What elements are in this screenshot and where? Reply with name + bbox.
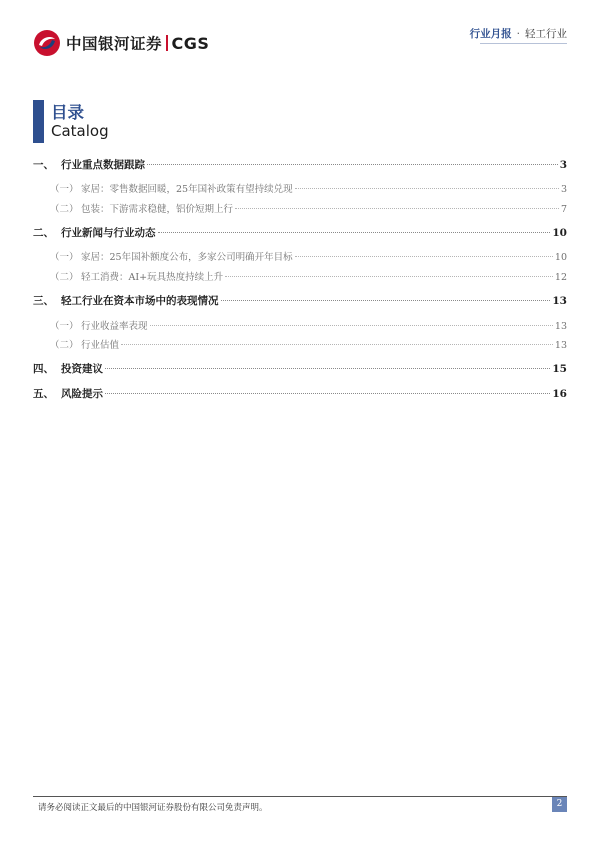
page-header	[0, 0, 595, 60]
report-type: 行业月报	[469, 28, 512, 40]
toc-number: （一）	[50, 184, 79, 195]
logo-text-en: CGS	[171, 33, 210, 53]
title-cn: 目录	[51, 103, 84, 122]
toc-page: 12	[554, 272, 567, 283]
toc-number: 二、	[33, 227, 54, 239]
toc-entry-1-1[interactable]	[33, 181, 567, 195]
toc-entry-2-1[interactable]	[33, 249, 567, 263]
dot-leader	[235, 208, 559, 209]
toc-number: （二）	[50, 204, 79, 215]
toc-page: 10	[552, 227, 567, 239]
dot-leader	[105, 393, 550, 394]
toc-number: 一、	[33, 159, 54, 171]
toc-text: 行业收益率表现	[81, 321, 148, 332]
header-underline	[480, 43, 567, 44]
toc-number: 四、	[33, 363, 54, 375]
toc-page: 15	[552, 363, 567, 375]
toc-page: 16	[552, 388, 567, 400]
toc-text: 家居：零售数据回暖，25年国补政策有望持续兑现	[81, 184, 293, 195]
company-logo	[33, 29, 209, 57]
page-number-badge: 2	[552, 797, 567, 812]
toc-page: 13	[554, 321, 567, 332]
toc-entry-3[interactable]	[33, 293, 567, 308]
footer-disclaimer: 请务必阅读正文最后的中国银河证券股份有限公司免责声明。	[38, 803, 268, 813]
title-accent-bar	[33, 100, 44, 143]
dot-leader	[225, 276, 553, 277]
toc-page: 7	[560, 204, 567, 215]
toc-number: （一）	[50, 252, 79, 263]
toc-text: 投资建议	[61, 363, 103, 375]
toc-text: 轻工消费：AI+玩具热度持续上升	[81, 272, 224, 283]
toc-text: 行业重点数据跟踪	[61, 159, 145, 171]
toc-number: 五、	[33, 388, 54, 400]
toc-page: 13	[554, 340, 567, 351]
dot-leader	[121, 344, 553, 345]
toc-number: （二）	[50, 272, 79, 283]
toc-entry-4[interactable]	[33, 361, 567, 376]
footer-divider	[33, 796, 567, 797]
toc-text: 轻工行业在资本市场中的表现情况	[61, 295, 219, 307]
toc-page: 3	[559, 159, 567, 171]
toc-number: （一）	[50, 321, 79, 332]
toc-text: 包装：下游需求稳健，铝价短期上行	[81, 204, 234, 215]
toc-entry-2-2[interactable]	[33, 269, 567, 283]
toc-number: 三、	[33, 295, 54, 307]
dot-leader	[221, 300, 551, 301]
dot-leader	[295, 188, 559, 189]
logo-text-cn: 中国银河证券	[66, 35, 163, 53]
toc-entry-2[interactable]	[33, 225, 567, 240]
toc-text: 行业新闻与行业动态	[61, 227, 156, 239]
cgs-logo-icon	[33, 29, 61, 57]
toc-entry-3-1[interactable]	[33, 318, 567, 332]
toc-text: 家居：25年国补额度公布，多家公司明确开年目标	[81, 252, 293, 263]
toc-text: 风险提示	[61, 388, 103, 400]
toc-page: 3	[560, 184, 567, 195]
dot-leader	[147, 164, 558, 165]
sector-name: 轻工行业	[525, 28, 567, 40]
toc-entry-3-2[interactable]	[33, 337, 567, 351]
toc-entry-5[interactable]	[33, 386, 567, 401]
report-label	[470, 26, 567, 41]
logo-divider	[166, 35, 168, 51]
toc-text: 行业估值	[81, 340, 120, 351]
title-en: Catalog	[51, 122, 109, 140]
dot-leader	[158, 232, 551, 233]
toc-page: 13	[552, 295, 567, 307]
toc-entry-1[interactable]	[33, 157, 567, 172]
dot-leader	[150, 325, 553, 326]
header-separator: ·	[516, 27, 520, 40]
toc-page: 10	[554, 252, 567, 263]
dot-leader	[295, 256, 553, 257]
toc-number: （二）	[50, 340, 79, 351]
dot-leader	[105, 368, 550, 369]
toc-entry-1-2[interactable]	[33, 201, 567, 215]
